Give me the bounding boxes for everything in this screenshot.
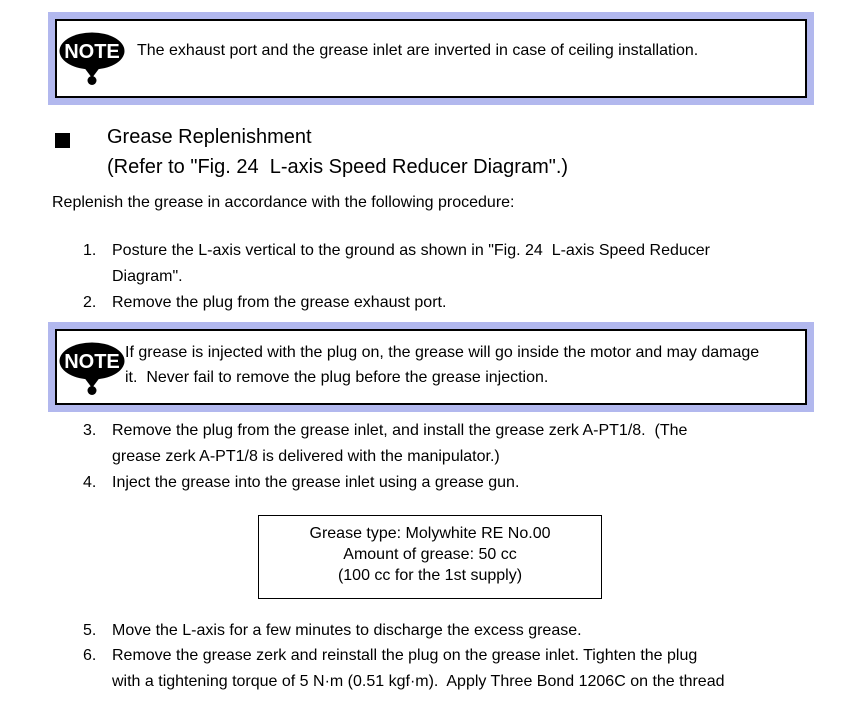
- procedure-step-3: [83, 418, 828, 470]
- grease-type: Grease type: Molywhite RE No.00: [309, 525, 551, 542]
- note-text-line: The exhaust port and the grease inlet are inverted in case of ceiling installation.: [137, 42, 699, 59]
- step-text-line: with a tightening torque of 5 N·m (0.51 kgf·m). Apply Three Bond 1206C on the thread: [112, 673, 725, 690]
- section-heading: [107, 122, 568, 182]
- step-number: 1.: [83, 242, 97, 259]
- step-text: [112, 418, 687, 470]
- step-text-line: Remove the plug from the grease exhaust port.: [112, 294, 447, 311]
- step-text-line: Remove the plug from the grease inlet, and install the grease zerk A-PT1/8. (The: [112, 422, 688, 439]
- step-text-line: Move the L-axis for a few minutes to discharge the excess grease.: [112, 622, 582, 639]
- grease-spec-box: [258, 515, 602, 599]
- step-number: 6.: [83, 647, 97, 664]
- grease-first-supply: (100 cc for the 1st supply): [337, 567, 523, 584]
- note-icon-label: NOTE: [64, 351, 120, 373]
- step-text-line: Remove the grease zerk and reinstall the plug on the grease inlet. Tighten the plug: [112, 647, 698, 664]
- step-number: 3.: [83, 422, 97, 439]
- step-text-line: Posture the L-axis vertical to the ground as shown in "Fig. 24 L-axis Speed Reducer: [112, 242, 710, 259]
- note-speech-bubble-icon: [59, 342, 125, 396]
- step-text: [112, 643, 725, 695]
- procedure-step-5: [83, 618, 828, 644]
- note-text: [125, 340, 759, 390]
- note-text: [137, 39, 698, 63]
- procedure-step-4: [83, 470, 828, 496]
- section-title: Grease Replenishment: [107, 126, 312, 148]
- step-number: 4.: [83, 474, 97, 491]
- step-text: [112, 618, 582, 644]
- note-box-inner-frame: [55, 329, 807, 405]
- note-text-line: If grease is injected with the plug on, the grease will go inside the motor and may damage: [125, 344, 760, 361]
- step-text-line: grease zerk A-PT1/8 is delivered with the manipulator.): [112, 448, 500, 465]
- note-box-ceiling-installation: [48, 12, 814, 105]
- step-text-line: Diagram".: [112, 268, 183, 285]
- procedure-step-1: [83, 238, 828, 290]
- step-text: [112, 470, 519, 496]
- procedure-intro: Replenish the grease in accordance with the following procedure:: [52, 194, 515, 211]
- step-text-line: Inject the grease into the grease inlet using a grease gun.: [112, 474, 520, 491]
- note-text-line: it. Never fail to remove the plug before the grease injection.: [125, 369, 549, 386]
- step-number: 2.: [83, 294, 97, 311]
- note-box-inner-frame: [55, 19, 807, 98]
- note-icon-label: NOTE: [64, 41, 120, 63]
- step-text: [112, 238, 710, 290]
- procedure-step-6: [83, 643, 828, 695]
- note-speech-bubble-icon: [59, 32, 125, 86]
- section-bullet-square: [55, 133, 70, 148]
- step-text: [112, 290, 446, 316]
- grease-amount: Amount of grease: 50 cc: [343, 546, 517, 563]
- step-number: 5.: [83, 622, 97, 639]
- note-box-plug-warning: [48, 322, 814, 412]
- procedure-step-2: [83, 290, 828, 316]
- section-subtitle: (Refer to "Fig. 24 L-axis Speed Reducer Diagram".): [107, 156, 569, 178]
